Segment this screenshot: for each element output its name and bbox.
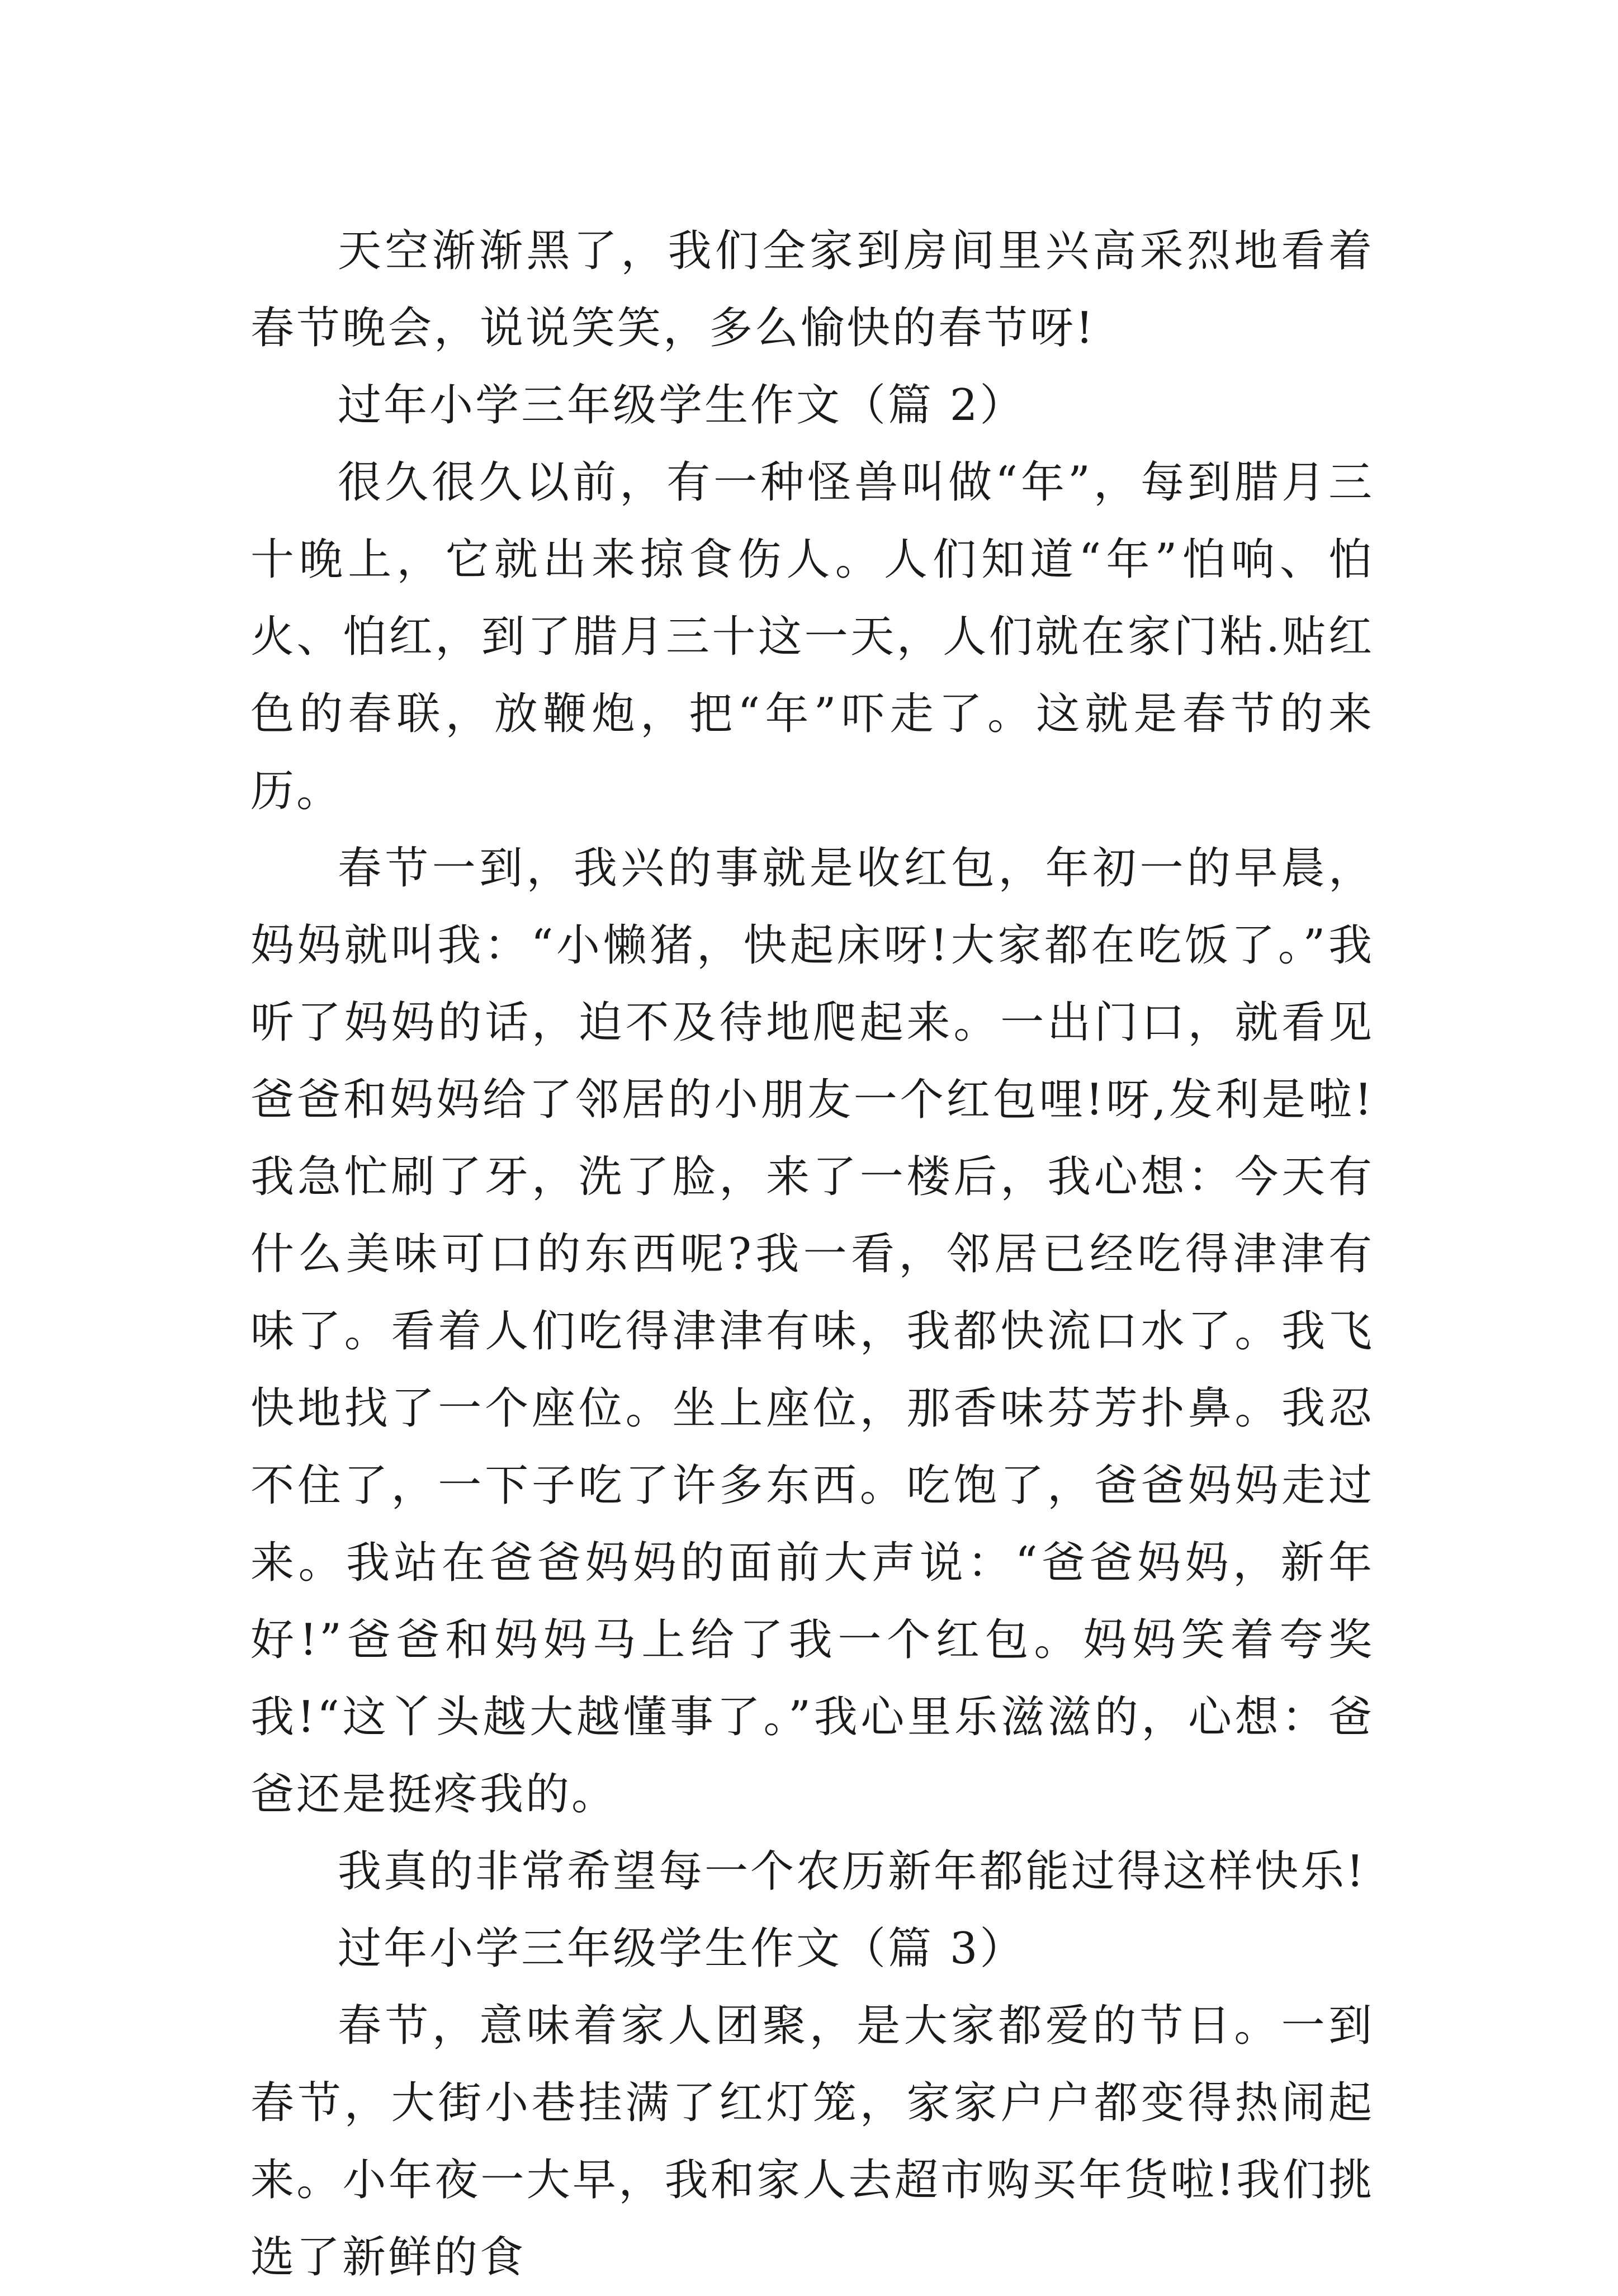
paragraph-spring-festival-evening: 天空渐渐黑了，我们全家到房间里兴高采烈地看着春节晚会，说说笑笑，多么愉快的春节呀! bbox=[250, 226, 1374, 353]
essay-heading-2: 过年小学三年级学生作文（篇 2） bbox=[338, 380, 1026, 431]
document-body bbox=[250, 212, 1374, 2296]
paragraph-new-year-wish: 我真的非常希望每一个农历新年都能过得这样快乐! bbox=[338, 1846, 1366, 1897]
paragraph-red-envelope: 春节一到，我兴的事就是收红包，年初一的早晨，妈妈就叫我：“小懒猪，快起床呀!大家都在吃饭了。”我听了妈妈的话，迫不及待地爬起来。一出门口，就看见爸爸和妈妈给了邻居的小朋友一个红包哩!呀,发利是啦!我急忙刷了牙，洗了脸，来了一楼后，我心想：今天有什么美味可口的东西呢?我一看，邻居已经吃得津津有味了。看着人们吃得津津有味，我都快流口水了。我飞快地找了一个座位。坐上座位，那香味芬芳扑鼻。我忍不住了，一下子吃了许多东西。吃饱了，爸爸妈妈走过来。我站在爸爸妈妈的面前大声说：“爸爸妈妈，新年好!”爸爸和妈妈马上给了我一个红包。妈妈笑着夸奖我!“这丫头越大越懂事了。”我心里乐滋滋的，心想：爸爸还是挺疼我的。 bbox=[250, 843, 1374, 1820]
paragraph-nian-legend: 很久很久以前，有一种怪兽叫做“年”，每到腊月三十晚上，它就出来掠食伤人。人们知道“年”怕响、怕火、怕红，到了腊月三十这一天，人们就在家门粘.贴红色的春联，放鞭炮，把“年”吓走了。这就是春节的来历。 bbox=[250, 457, 1374, 816]
essay-heading-3: 过年小学三年级学生作文（篇 3） bbox=[338, 1924, 1026, 1974]
paragraph-family-reunion: 春节，意味着家人团聚，是大家都爱的节日。一到春节，大街小巷挂满了红灯笼，家家户户都变得热闹起来。小年夜一大早，我和家人去超市购买年货啦!我们挑选了新鲜的食 bbox=[250, 2001, 1374, 2283]
